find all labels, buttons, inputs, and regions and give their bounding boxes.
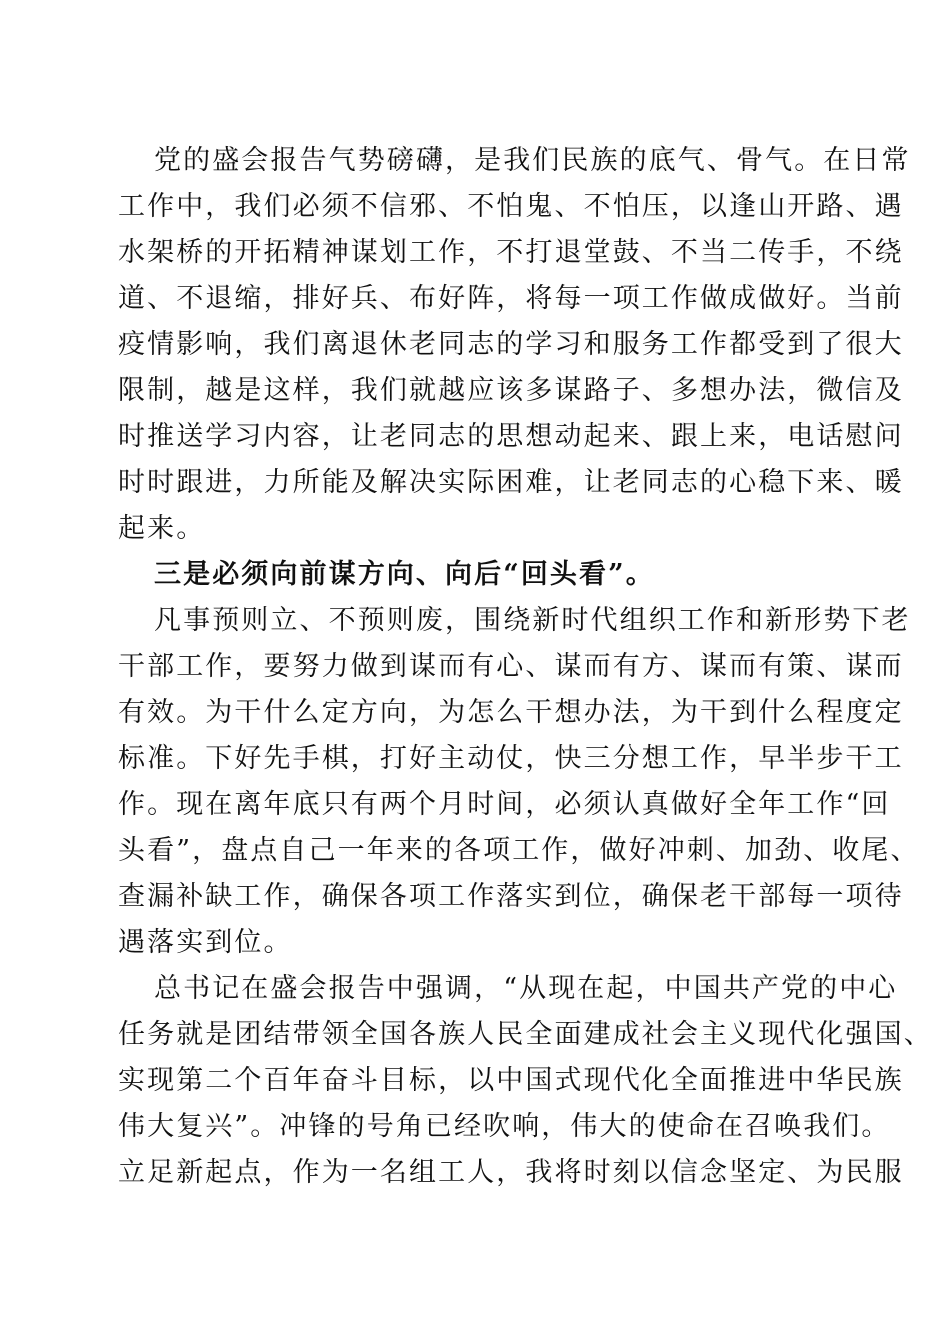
text-line: 疫情影响，我们离退休老同志的学习和服务工作都受到了很大	[118, 329, 904, 360]
text-line: 伟大复兴”。冲锋的号角已经吹响，伟大的使命在召唤我们。	[118, 1111, 891, 1142]
text-line: 实现第二个百年奋斗目标，以中国式现代化全面推进中华民族	[118, 1065, 904, 1096]
text-line: 总书记在盛会报告中强调，“从现在起，中国共产党的中心	[154, 973, 898, 1004]
text-line: 道、不退缩，排好兵、布好阵，将每一项工作做成做好。当前	[118, 283, 904, 314]
text-line: 头看”，盘点自己一年来的各项工作，做好冲刺、加劲、收尾、	[118, 835, 920, 866]
paragraph-4	[118, 966, 933, 1196]
paragraph-3	[118, 598, 920, 966]
heading-line: 三是必须向前谋方向、向后“回头看”。	[154, 559, 655, 590]
text-line: 任务就是团结带领全国各族人民全面建成社会主义现代化强国、	[118, 1019, 933, 1050]
text-line: 凡事预则立、不预则废，围绕新时代组织工作和新形势下老	[154, 605, 911, 636]
text-line: 时时跟进，力所能及解决实际困难，让老同志的心稳下来、暖	[118, 467, 904, 498]
text-line: 起来。	[118, 513, 206, 544]
text-line: 水架桥的开拓精神谋划工作，不打退堂鼓、不当二传手，不绕	[118, 237, 904, 268]
text-line: 有效。为干什么定方向，为怎么干想办法，为干到什么程度定	[118, 697, 904, 728]
text-line: 标准。下好先手棋，打好主动仗，快三分想工作，早半步干工	[118, 743, 904, 774]
text-line: 时推送学习内容，让老同志的思想动起来、跟上来，电话慰问	[118, 421, 904, 452]
section-heading	[118, 552, 830, 598]
text-line: 干部工作，要努力做到谋而有心、谋而有方、谋而有策、谋而	[118, 651, 904, 682]
text-line: 党的盛会报告气势磅礴，是我们民族的底气、骨气。在日常	[154, 145, 911, 176]
text-line: 作。现在离年底只有两个月时间，必须认真做好全年工作“回	[118, 789, 891, 820]
text-line: 工作中，我们必须不信邪、不怕鬼、不怕压，以逢山开路、遇	[118, 191, 904, 222]
document-page	[118, 138, 933, 1196]
paragraph-1	[118, 138, 911, 552]
text-line: 遇落实到位。	[118, 927, 293, 958]
text-line: 限制，越是这样，我们就越应该多谋路子、多想办法，微信及	[118, 375, 904, 406]
text-line: 查漏补缺工作，确保各项工作落实到位，确保老干部每一项待	[118, 881, 904, 912]
text-line: 立足新起点，作为一名组工人，我将时刻以信念坚定、为民服	[118, 1157, 904, 1188]
